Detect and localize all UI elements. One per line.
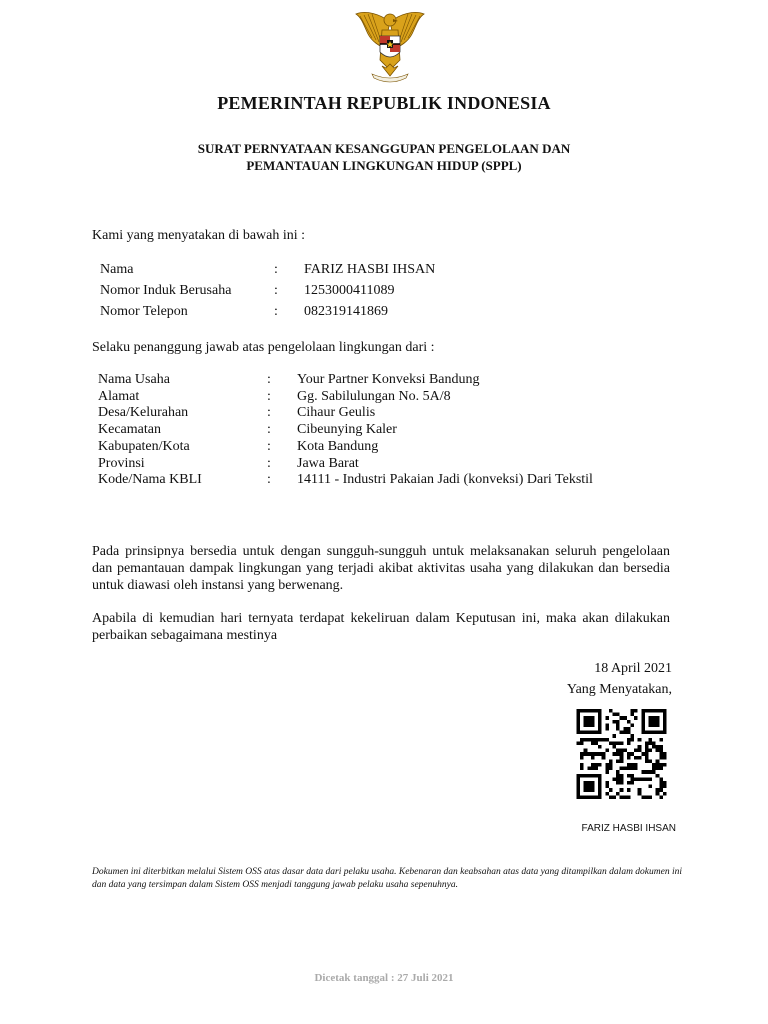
field-value: 1253000411089 [304, 283, 395, 298]
business-row-kbli [98, 472, 593, 489]
field-separator: : [267, 405, 271, 421]
field-value: Cibeunying Kaler [297, 422, 397, 438]
business-row-name [98, 372, 593, 389]
field-separator: : [267, 455, 271, 471]
field-label: Nama [100, 262, 134, 277]
field-label: Provinsi [98, 455, 145, 471]
field-separator: : [267, 388, 271, 404]
document-title-line2: PEMANTAUAN LINGKUNGAN HIDUP (SPPL) [246, 158, 522, 173]
field-separator: : [274, 262, 278, 277]
business-table [98, 372, 593, 489]
field-separator: : [267, 422, 271, 438]
field-separator: : [267, 472, 271, 488]
declarant-intro: Kami yang menyatakan di bawah ini : [92, 228, 306, 243]
business-row-village [98, 405, 593, 422]
statement-paragraph-1: Pada prinsipnya bersedia untuk dengan sungguh-sungguh untuk melaksanakan seluruh pengelolaan dan pemantauan dampak lingkungan yang terjadi akibat aktivitas usaha yang dilakukan dan bersedia untuk diawasi oleh instansi yang berwenang. [92, 544, 670, 593]
field-value: Gg. Sabilulungan No. 5A/8 [297, 388, 451, 404]
field-value: FARIZ HASBI IHSAN [304, 262, 436, 277]
statement-paragraph-2: Apabila di kemudian hari ternyata terdapat kekeliruan dalam Keputusan ini, maka akan dilakukan perbaikan sebagaimana mestinya [92, 611, 670, 643]
field-label: Alamat [98, 388, 140, 404]
business-row-city [98, 439, 593, 456]
document-title-line1: SURAT PERNYATAAN KESANGGUPAN PENGELOLAAN DAN [197, 141, 571, 156]
business-row-district [98, 422, 593, 439]
field-value: Your Partner Konveksi Bandung [297, 372, 480, 387]
field-separator: : [274, 283, 278, 298]
field-label: Nama Usaha [98, 372, 170, 387]
field-separator: : [274, 304, 278, 319]
business-intro: Selaku penanggung jawab atas pengelolaan lingkungan dari : [92, 340, 435, 355]
qr-code-icon [575, 709, 668, 799]
signer-name: FARIZ HASBI IHSAN [581, 823, 676, 834]
field-value: Jawa Barat [297, 455, 359, 471]
document-title [0, 140, 768, 174]
field-value: 082319141869 [304, 304, 388, 319]
oss-disclaimer: Dokumen ini diterbitkan melalui Sistem OSS atas dasar data dari pelaku usaha. Kebenaran dan keabsahan atas data yang ditampilkan dalam dokumen ini dan data yang tersimpan dalam Sistem OSS menjadi tanggung jawab pelaku usaha sepenuhnya. [92, 867, 683, 890]
field-separator: : [267, 372, 271, 387]
signature-closing: Yang Menyatakan, [566, 682, 672, 697]
field-label: Kecamatan [98, 422, 161, 438]
field-value: Kota Bandung [297, 438, 379, 454]
business-row-address [98, 389, 593, 406]
declarant-table [100, 262, 435, 325]
field-label: Kabupaten/Kota [98, 438, 190, 454]
printed-date: Dicetak tanggal : 27 Juli 2021 [314, 972, 454, 984]
field-label: Nomor Induk Berusaha [100, 283, 232, 298]
field-value: 14111 - Industri Pakaian Jadi (konveksi) Dari Tekstil [297, 472, 593, 488]
business-row-province [98, 456, 593, 473]
field-label: Kode/Nama KBLI [98, 472, 202, 488]
field-label: Nomor Telepon [100, 304, 188, 319]
field-label: Desa/Kelurahan [98, 405, 189, 421]
garuda-pancasila-emblem-icon [350, 4, 430, 84]
field-separator: : [267, 438, 271, 454]
signature-date: 18 April 2021 [594, 661, 672, 676]
field-value: Cihaur Geulis [297, 405, 376, 421]
government-title: PEMERINTAH REPUBLIK INDONESIA [217, 93, 551, 113]
declarant-row-name [100, 262, 435, 283]
declarant-row-nib [100, 283, 435, 304]
declarant-row-phone [100, 304, 435, 325]
